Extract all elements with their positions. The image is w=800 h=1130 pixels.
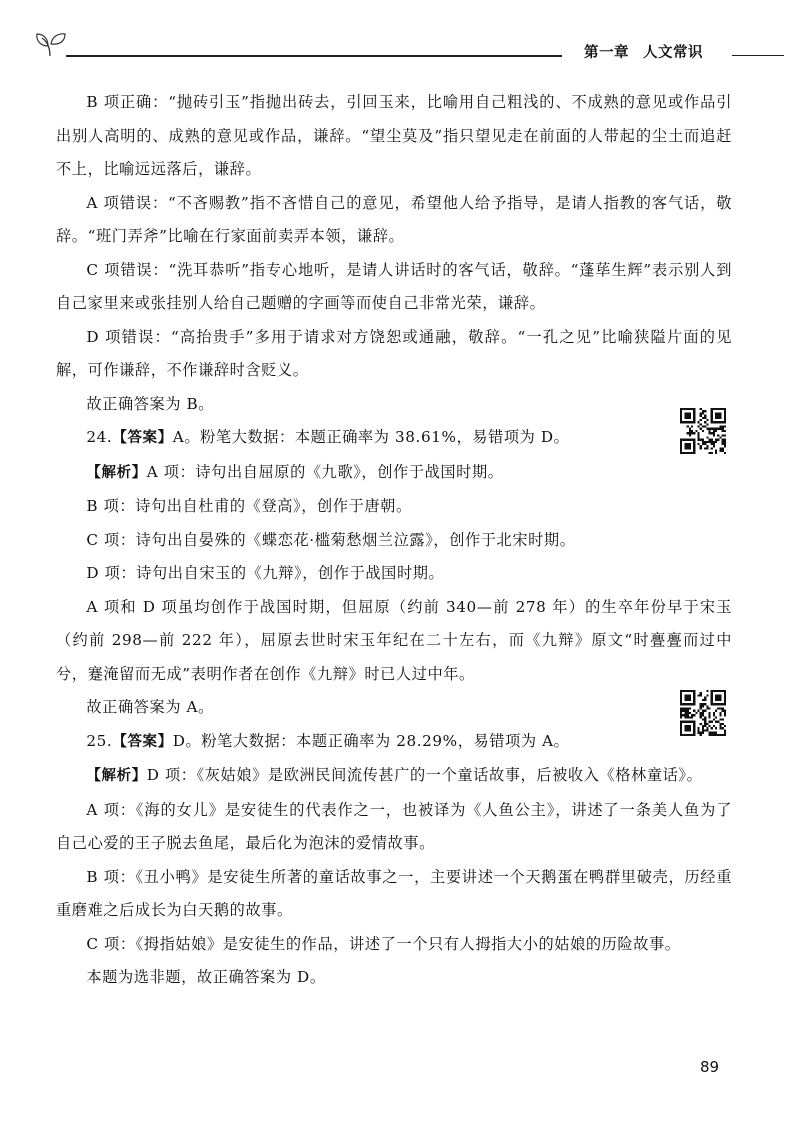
paragraph: 故正确答案为 B。 <box>86 394 215 413</box>
page-body <box>56 86 732 995</box>
q24-option-d: D 项：诗句出自宋玉的《九辩》，创作于战国时期。 <box>86 564 445 582</box>
q25-analysis <box>56 759 732 794</box>
chapter-header <box>584 42 703 64</box>
paragraph: B 项正确：“抛砖引玉”指抛出砖去，引回玉来，比喻用自己粗浅的、不成熟的意见或作品引出别人高明的、成熟的意见或作品，谦辞。“望尘莫及”指只望见走在前面的人带起的尘土而追赶不上，比喻远远落后，谦辞。 <box>56 93 732 178</box>
analysis-tag: 【解析】 <box>86 464 147 481</box>
q24-explanation: A 项和 D 项虽均创作于战国时期，但屈原（约前 340—前 278 年）的生卒年份早于宋玉（约前 298—前 222 年），屈原去世时宋玉年纪在二十左右，而《九辩》原文“时亹亹而过中兮，蹇淹留而无成”表明作者在创作《九辩》时已人过中年。 <box>56 597 732 683</box>
header-rule <box>66 55 562 57</box>
header-rule-right <box>732 55 784 56</box>
q25-analysis-text: D 项：《灰姑娘》是欧洲民间流传甚广的一个童话故事，后被收入《格林童话》。 <box>146 766 703 784</box>
qr-code-icon[interactable] <box>680 408 726 454</box>
q24-analysis <box>56 456 732 491</box>
q24-option-c: C 项：诗句出自晏殊的《蝶恋花·槛菊愁烟兰泣露》，创作于北宋时期。 <box>86 530 576 549</box>
q24-answer <box>56 421 732 456</box>
q25-number: 25. <box>86 731 113 750</box>
q24-analysis-text: A 项：诗句出自屈原的《九歌》，创作于战国时期。 <box>146 462 504 481</box>
q25-option-c: C 项：《拇指姑娘》是安徒生的作品，讲述了一个只有人拇指大小的姑娘的历险故事。 <box>86 934 681 953</box>
paragraph: C 项错误：“洗耳恭听”指专心地听，是请人讲话时的客气话，敬辞。“蓬荜生辉”表示别人到自己家里来或张挂别人给自己题赠的字画等而使自己非常光荣，谦辞。 <box>56 260 732 312</box>
sprout-leaf-icon <box>34 30 68 58</box>
q24-answer-text: A。粉笔大数据：本题正确率为 38.61%，易错项为 D。 <box>172 428 570 446</box>
q24-number: 24. <box>86 428 113 446</box>
chapter-title: 人文常识 <box>643 45 703 61</box>
paragraph: D 项错误：“高抬贵手”多用于请求对方饶恕或通融，敬辞。“一孔之见”比喻狭隘片面的见解，可作谦辞，不作谦辞时含贬义。 <box>56 327 732 379</box>
answer-tag: 【答案】 <box>112 430 173 446</box>
chapter-number: 第一章 <box>584 45 629 61</box>
q25-option-a: A 项：《海的女儿》是安徒生的代表作之一，也被译为《人鱼公主》，讲述了一条美人鱼为了自己心爱的王子脱去鱼尾，最后化为泡沫的爱情故事。 <box>56 800 732 852</box>
q24-conclusion: 故正确答案为 A。 <box>86 698 214 716</box>
paragraph: A 项错误：“不吝赐教”指不吝惜自己的意见，希望他人给予指导，是请人指教的客气话，敬辞。“班门弄斧”比喻在行家面前卖弄本领，谦辞。 <box>56 193 732 245</box>
qr-code-icon[interactable] <box>680 690 726 736</box>
q25-conclusion: 本题为选非题，故正确答案为 D。 <box>86 968 326 986</box>
q24-option-b: B 项：诗句出自杜甫的《登高》，创作于唐朝。 <box>86 497 412 515</box>
q25-answer <box>56 725 732 760</box>
analysis-tag: 【解析】 <box>86 768 147 784</box>
q25-option-b: B 项：《丑小鸭》是安徒生所著的童话故事之一，主要讲述一个天鹅蛋在鸭群里破壳，历经重重磨难之后成长为白天鹅的故事。 <box>56 867 732 919</box>
answer-tag: 【答案】 <box>112 733 173 750</box>
q25-answer-text: D。粉笔大数据：本题正确率为 28.29%，易错项为 A。 <box>172 731 570 750</box>
page-number: 89 <box>700 1058 720 1076</box>
